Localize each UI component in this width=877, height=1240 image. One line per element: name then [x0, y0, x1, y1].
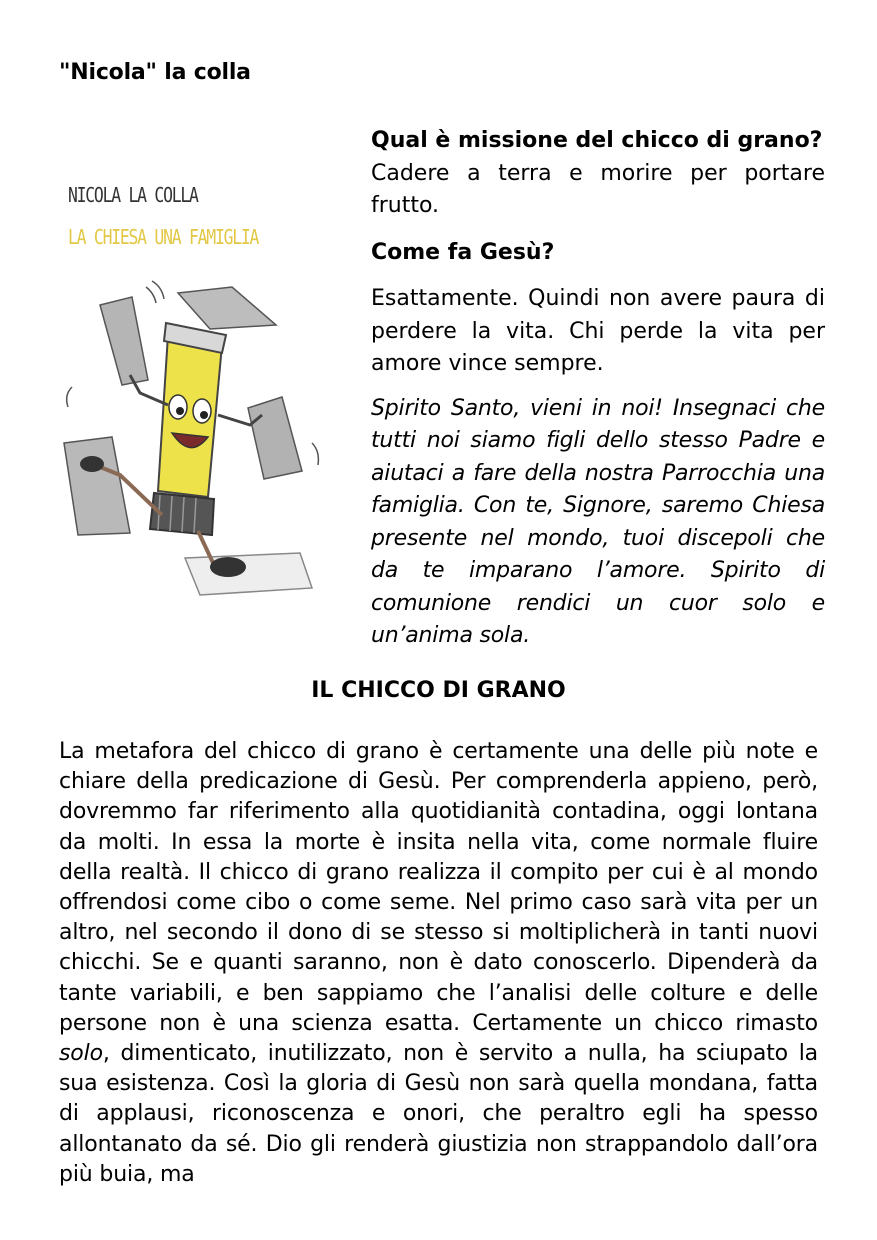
page-title: "Nicola" la colla: [59, 60, 251, 85]
answer-jesus: Esattamente. Quindi non avere paura di perdere la vita. Chi perde la vita per amore vince sempre.: [371, 286, 825, 376]
question-mission: Qual è missione del chicco di grano?: [371, 128, 823, 153]
glue-stick-mascot-icon: [50, 175, 340, 605]
answer-mission: Cadere a terra e morire per portare frutto.: [371, 160, 825, 218]
section-body: [59, 737, 818, 1190]
section-title: IL CHICCO DI GRANO: [311, 678, 566, 703]
question-jesus: Come fa Gesù?: [371, 239, 555, 265]
logo-subtitle: LA CHIESA UNA FAMIGLIA: [68, 225, 259, 249]
body-emphasis: solo: [59, 1041, 103, 1067]
qa-column: [371, 125, 825, 653]
logo-title: NICOLA LA COLLA: [68, 183, 198, 207]
prayer-text: Spirito Santo, vieni in noi! Insegnaci che tutti noi siamo figli dello stesso Padre e aiutaci a fare della nostra Parrocchia una famiglia. Con te, Signore, saremo Chiesa presente nel mondo, tuoi discepoli che da te imparano l’amore. Spirito di comunione rendici un cuor solo e un’anima sola.: [371, 395, 825, 648]
body-text-part2: , dimenticato, inutilizzato, non è servito a nulla, ha sciupato la sua esistenza. Così la gloria di Gesù non sarà quella mondana, fatta di applausi, riconoscenza e onori, che peraltro egli ha spesso allontanato da sé. Dio gli renderà giustizia non strappandolo dall’ora più buia, ma: [59, 1041, 818, 1187]
body-text-part1: La metafora del chicco di grano è certamente una delle più note e chiare della predicazione di Gesù. Per comprenderla appieno, però, dovremmo far riferimento alla quotidianità contadina, oggi lontana da molti. In essa la morte è insita nella vita, come normale fluire della realtà. Il chicco di grano realizza il compito per cui è al mondo offrendosi come cibo o come seme. Nel primo caso sarà vita per un altro, nel secondo il dono di se stesso si moltiplicherà in tanti nuovi chicchi. Se e quanti saranno, non è dato conoscerlo. Dipenderà da tante variabili, e ben sappiamo che l’analisi delle colture e delle persone non è una scienza esatta. Certamente un chicco rimasto: [59, 739, 818, 1036]
